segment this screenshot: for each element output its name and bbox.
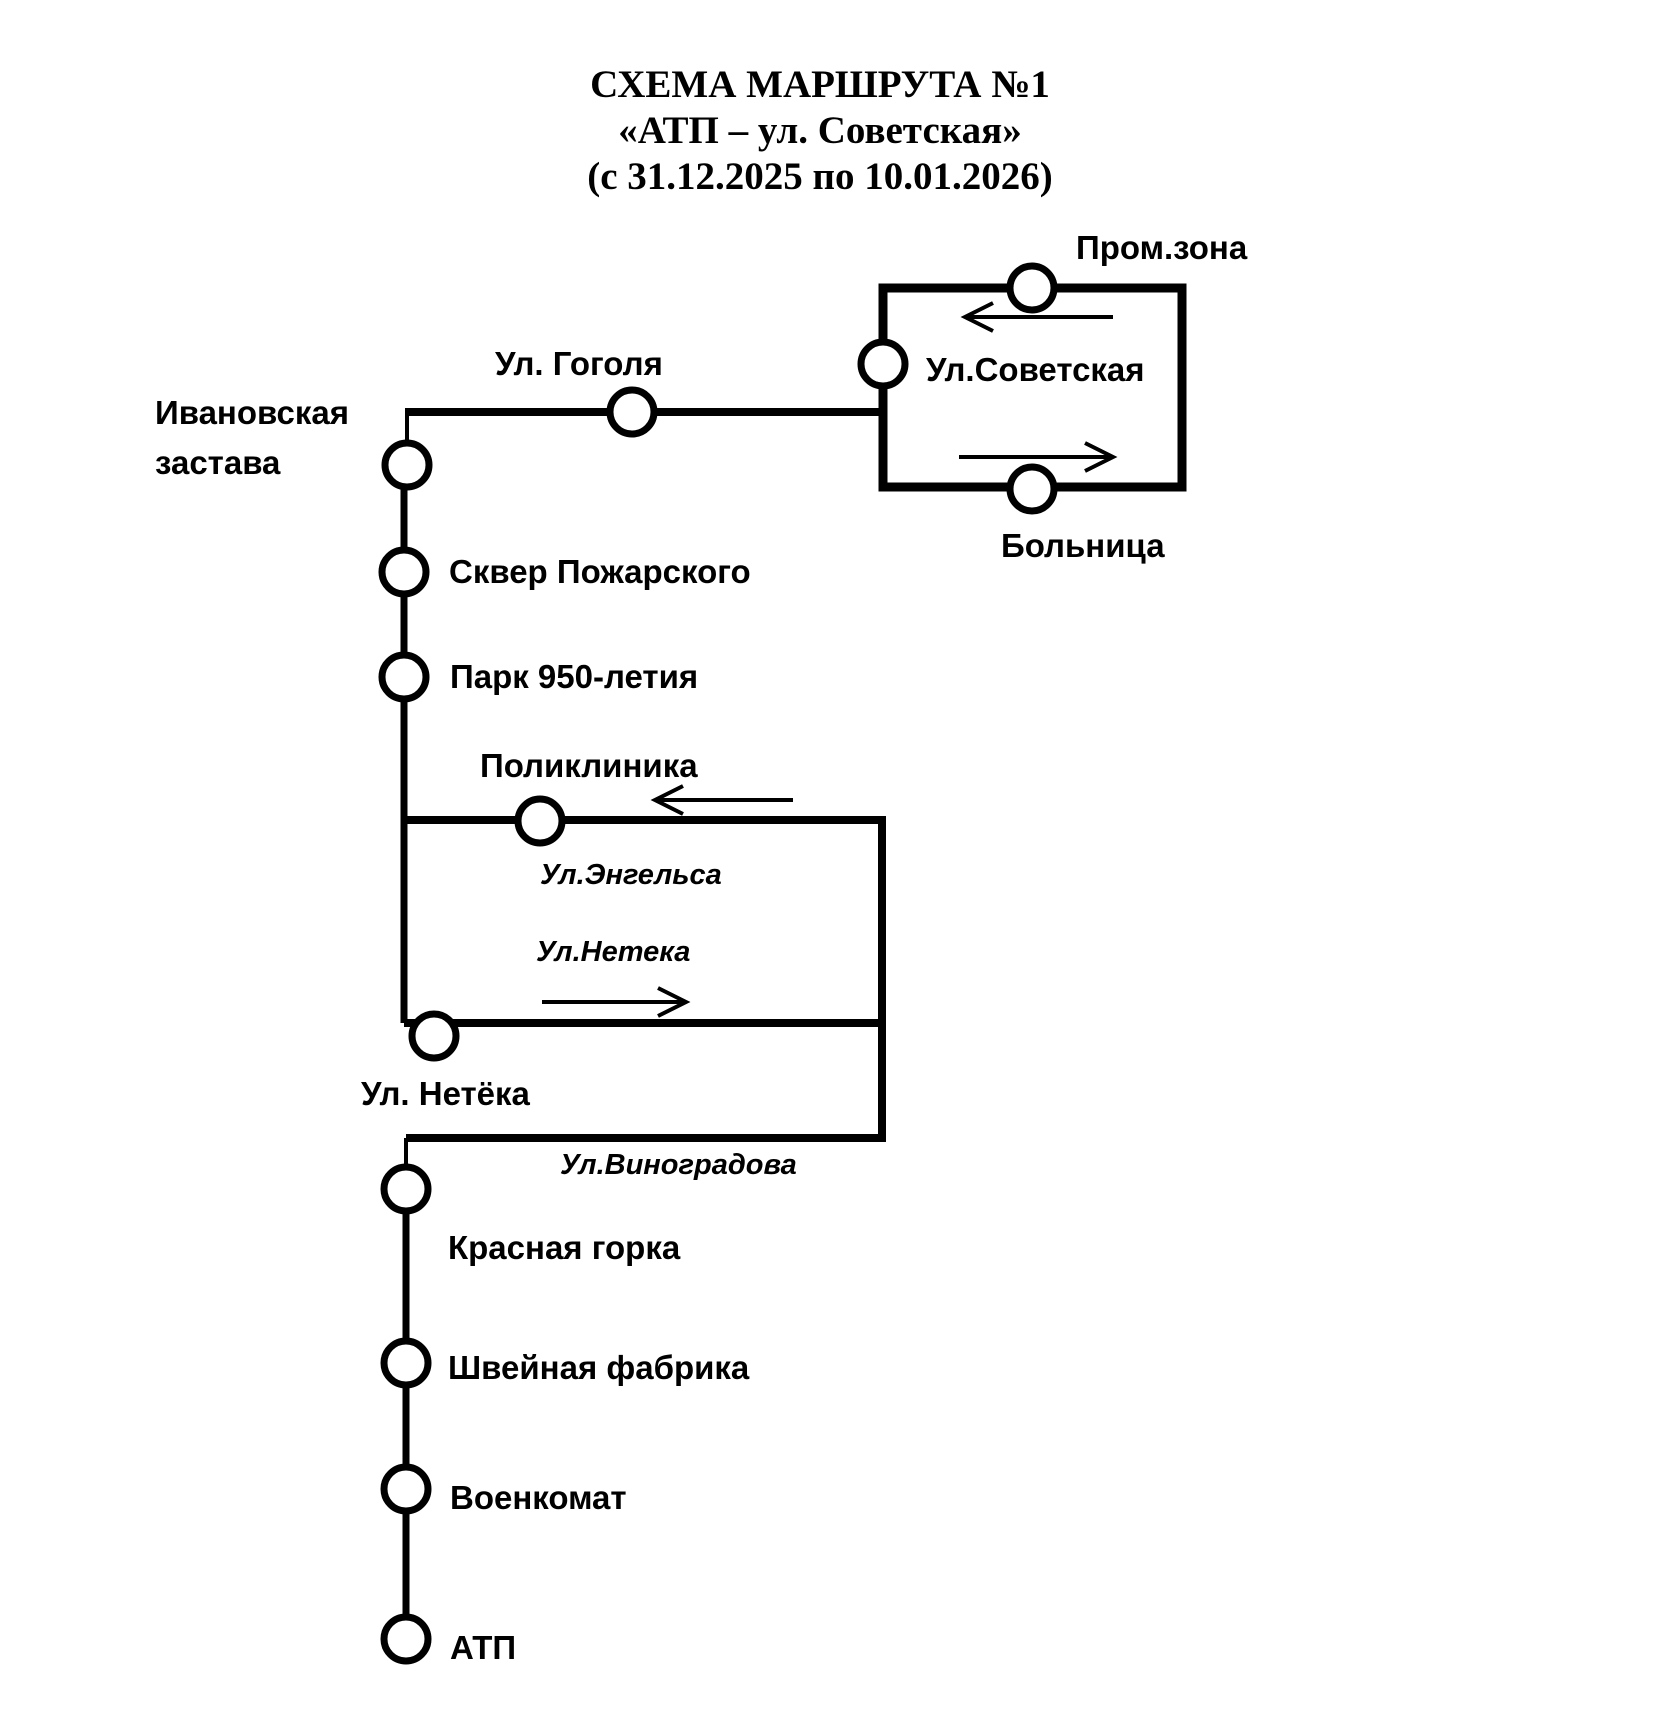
stop-label-gogolya: Ул. Гоголя: [495, 345, 663, 382]
stop-circle-park-950: [382, 655, 426, 699]
street-label-neteka: Ул.Нетека: [536, 936, 691, 968]
stop-label-shveynaya-fabrika: Швейная фабрика: [448, 1349, 750, 1386]
street-label-vinogradova: Ул.Виноградова: [560, 1149, 797, 1181]
title-line-1: СХЕМА МАРШРУТА №1: [590, 63, 1050, 106]
page-title: [340, 62, 1300, 200]
stop-circle-sovetskaya: [861, 342, 905, 386]
title-line-3: (с 31.12.2025 по 10.01.2026): [587, 155, 1053, 198]
stop-circle-gogolya: [610, 390, 654, 434]
stop-circle-skver-pozharskogo: [382, 550, 426, 594]
stop-label-neteka: Ул. Нетёка: [361, 1075, 530, 1112]
stop-label-park-950: Парк 950-летия: [450, 658, 699, 695]
stop-circle-poliklinika: [518, 799, 562, 843]
stop-circle-voenkomat: [384, 1467, 428, 1511]
stop-label-ivanovskaya-line2: застава: [155, 444, 281, 481]
stop-circle-shveynaya-fabrika: [384, 1341, 428, 1385]
direction-arrow-neteka-eastbound: [542, 988, 686, 1016]
street-label-engelsa: Ул.Энгельса: [540, 859, 722, 891]
stop-label-voenkomat: Военкомат: [450, 1479, 627, 1516]
stop-circle-krasnaya-gorka: [384, 1167, 428, 1211]
stop-circle-neteka: [412, 1014, 456, 1058]
stop-circle-atp: [384, 1617, 428, 1661]
title-line-2: «АТП – ул. Советская»: [618, 109, 1022, 152]
direction-arrow-engelsa-westbound: [655, 786, 793, 814]
stop-label-krasnaya-gorka: Красная горка: [448, 1229, 681, 1266]
stop-circle-prom-zona: [1010, 266, 1054, 310]
stop-label-sovetskaya: Ул.Советская: [926, 351, 1145, 388]
stop-label-bolnitsa: Больница: [1001, 527, 1165, 564]
stop-label-prom-zona: Пром.зона: [1076, 229, 1248, 266]
stop-circle-ivanovskaya-zastava: [385, 443, 429, 487]
stop-circle-bolnitsa: [1010, 467, 1054, 511]
stop-label-skver-pozharskogo: Сквер Пожарского: [449, 553, 751, 590]
stop-label-ivanovskaya-line1: Ивановская: [155, 394, 349, 431]
stop-label-poliklinika: Поликлиника: [480, 747, 698, 784]
stop-label-ivanovskaya-zastava: [155, 388, 349, 488]
stop-label-atp: АТП: [450, 1629, 517, 1666]
